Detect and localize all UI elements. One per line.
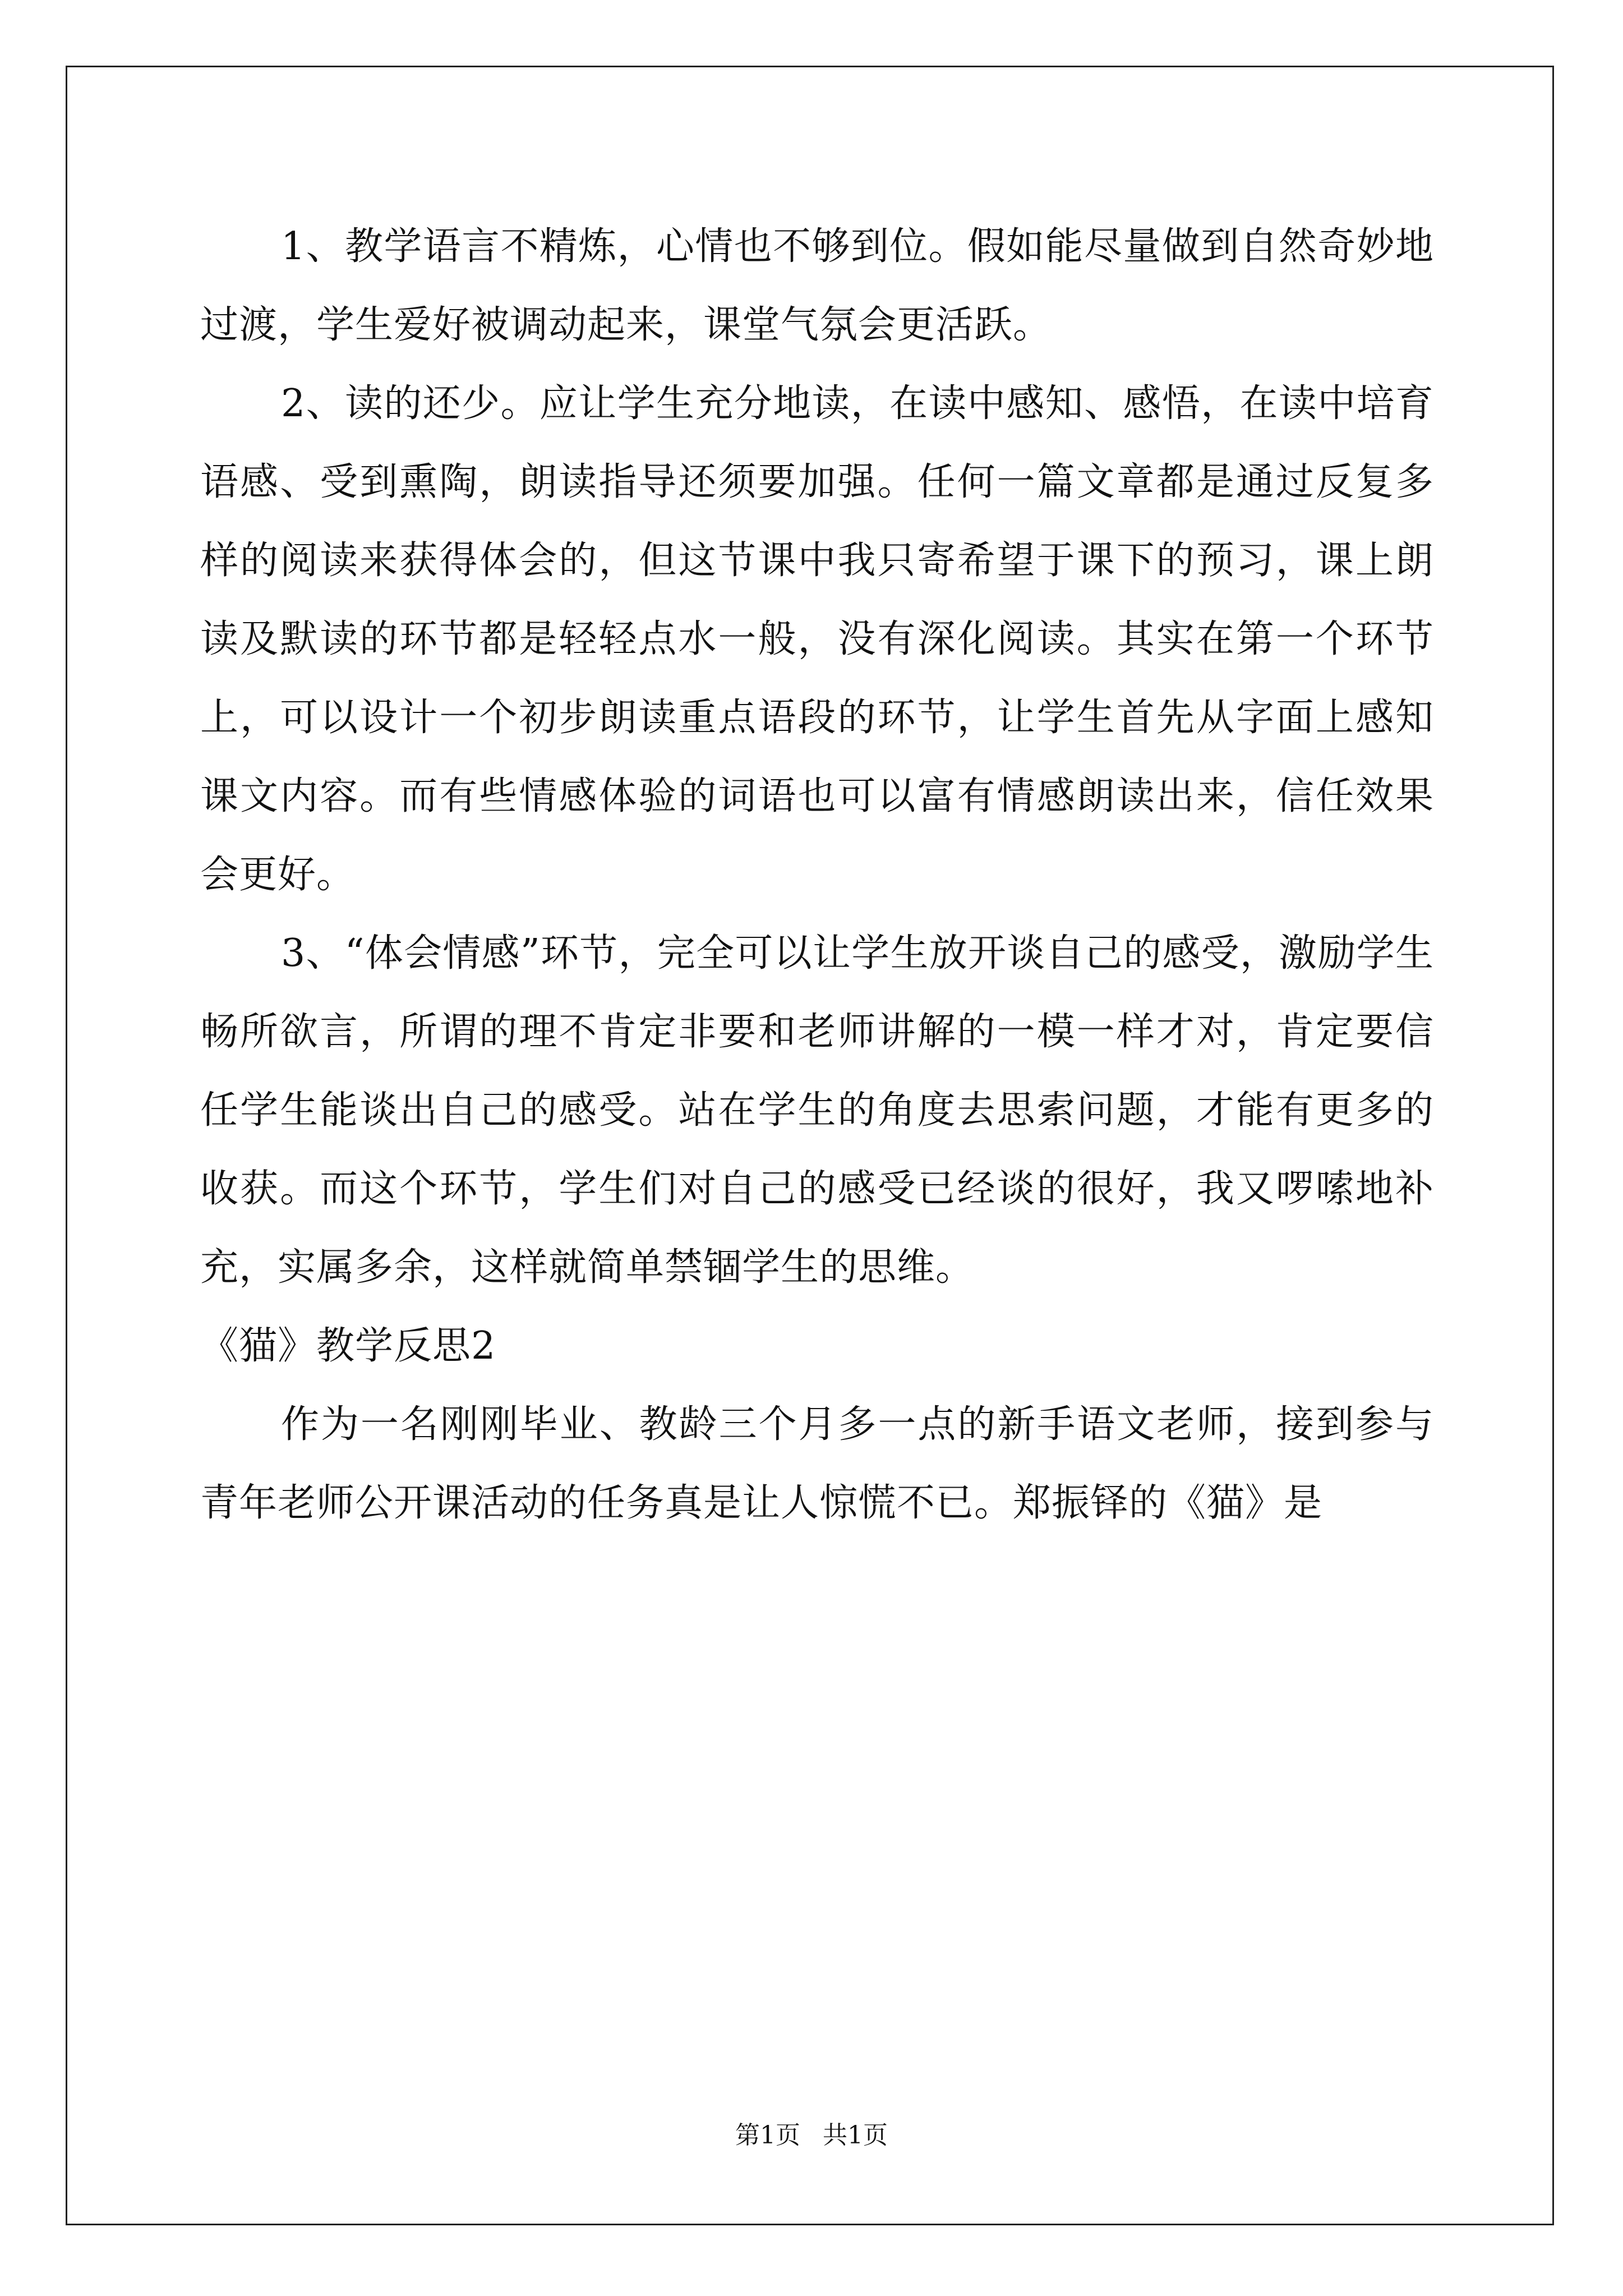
- section-paragraph: 作为一名刚刚毕业、教龄三个月多一点的新手语文老师，接到参与青年老师公开课活动的任务真是让人惊慌不已。郑振铎的《猫》是: [200, 1402, 1434, 1525]
- section-title: 《猫》教学反思2: [200, 1324, 496, 1368]
- page-number-current: 第1页: [735, 2121, 800, 2150]
- paragraph-2: 2、读的还少。应让学生充分地读，在读中感知、感悟，在读中培育语感、受到熏陶，朗读指导还须要加强。任何一篇文章都是通过反复多样的阅读来获得体会的，但这节课中我只寄希望于课下的预习，课上朗读及默读的环节都是轻轻点水一般，没有深化阅读。其实在第一个环节上，可以设计一个初步朗读重点语段的环节，让学生首先从字面上感知课文内容。而有些情感体验的词语也可以富有情感朗读出来，信任效果会更好。: [200, 381, 1434, 897]
- paragraph-1: 1、教学语言不精炼，心情也不够到位。假如能尽量做到自然奇妙地过渡，学生爱好被调动起来，课堂气氛会更活跃。: [200, 224, 1434, 347]
- page-footer: [0, 2115, 1623, 2151]
- document-body: [200, 208, 1434, 1543]
- page-number-total: 共1页: [823, 2121, 888, 2150]
- paragraph-3: 3、“体会情感”环节，完全可以让学生放开谈自己的感受，激励学生畅所欲言，所谓的理不肯定非要和老师讲解的一模一样才对，肯定要信任学生能谈出自己的感受。站在学生的角度去思索问题，才能有更多的收获。而这个环节，学生们对自己的感受已经谈的很好，我又啰嗦地补充，实属多余，这样就简单禁锢学生的思维。: [200, 931, 1434, 1290]
